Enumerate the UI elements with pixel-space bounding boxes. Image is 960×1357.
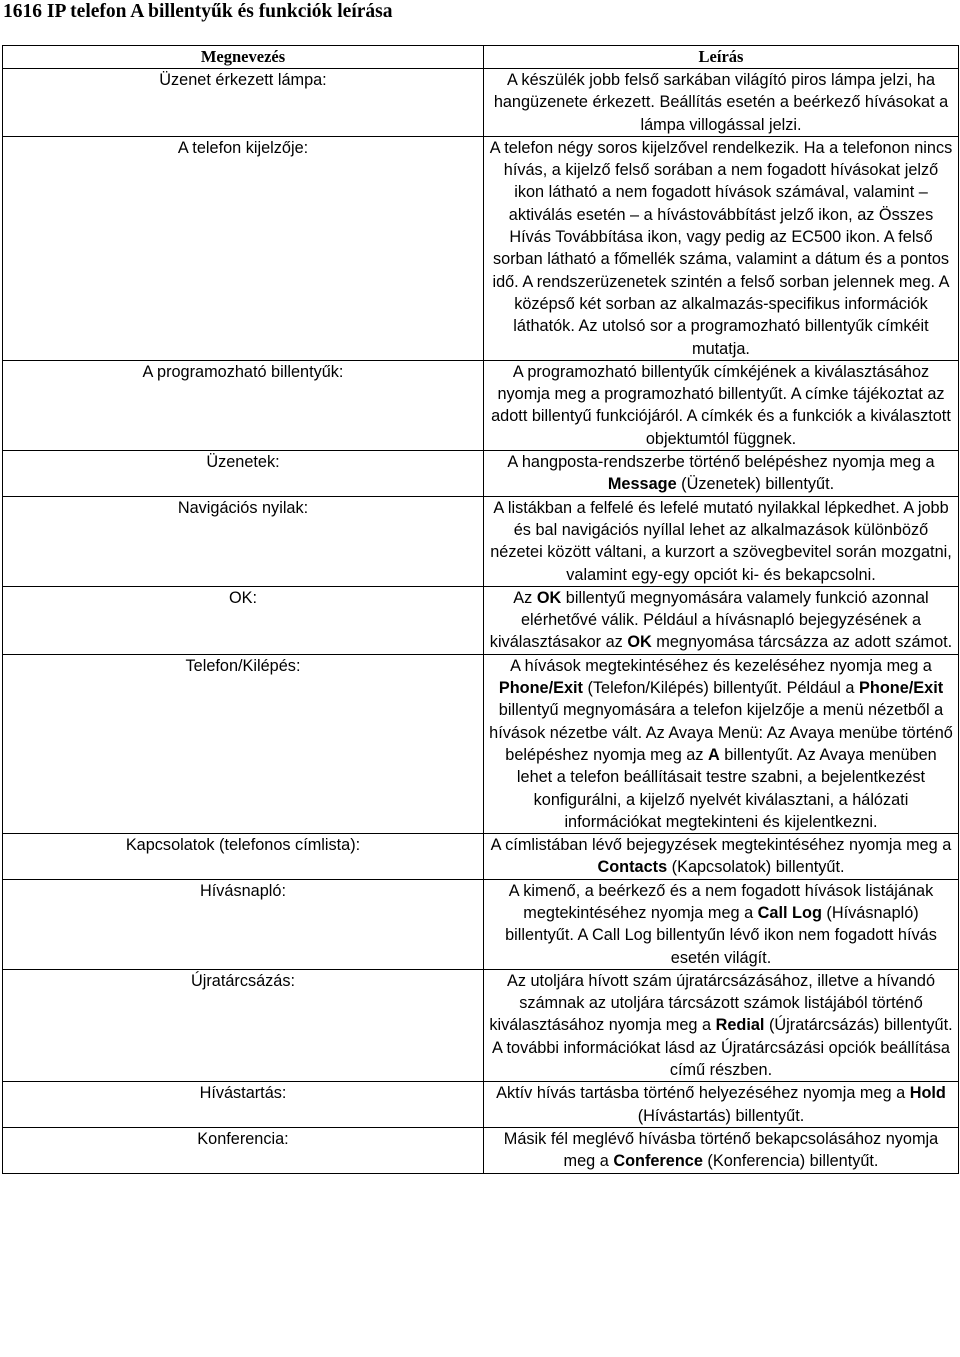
key-description-cell <box>484 136 959 360</box>
description-text: A listákban a felfelé és lefelé mutató nyilakkal lépkedhet. A jobb és bal navigációs nyíllal lehet az alkalmazások különböző nézetei között váltani, a kurzort a szövegbevitel során mozgatni, valamint egy-egy opciót ki- és bekapcsolni. <box>490 498 952 584</box>
table-row <box>3 360 959 450</box>
key-name-cell: Üzenet érkezett lámpa: <box>3 69 484 137</box>
key-label-bold: Conference <box>613 1152 703 1171</box>
description-text: (Hívásnapló) billentyűt. A Call Log billentyűn lévő ikon nem fogadott hívás esetén világít. <box>505 903 937 967</box>
column-header-description: Leírás <box>484 46 959 69</box>
description-text: (Üzenetek) billentyűt. <box>676 475 835 494</box>
key-label-bold: A <box>708 745 720 764</box>
key-description-cell <box>484 360 959 450</box>
description-text: megnyomása tárcsázza az adott számot. <box>651 633 953 652</box>
key-name-cell: Újratárcsázás: <box>3 969 484 1081</box>
description-text: A programozható billentyűk címkéjének a kiválasztásához nyomja meg a programozható billentyűt. A címke tájékoztat az adott billentyű funkciójáról. A címkék és a funkciók a kiválasztott objektumtól függnek. <box>491 362 951 448</box>
description-text: (Konferencia) billentyűt. <box>702 1152 879 1171</box>
table-row <box>3 451 959 497</box>
table-row <box>3 69 959 137</box>
key-name-cell: A telefon kijelzője: <box>3 136 484 360</box>
key-label-bold: Hold <box>909 1084 946 1103</box>
key-label-bold: Phone/Exit <box>859 679 944 698</box>
column-header-name: Megnevezés <box>3 46 484 69</box>
table-row <box>3 969 959 1081</box>
key-name-cell: A programozható billentyűk: <box>3 360 484 450</box>
table-header-row <box>3 46 959 69</box>
key-description-table <box>2 45 959 1174</box>
key-description-cell <box>484 1082 959 1128</box>
key-label-bold: Call Log <box>757 903 822 922</box>
key-label-bold: Redial <box>715 1016 765 1035</box>
description-text: Az <box>513 588 537 607</box>
description-text: billentyű megnyomására valamely funkció azonnal elérhetővé válik. Például a hívásnapló bejegyzésének a kiválasztásakor az <box>489 588 929 652</box>
key-name-cell: Hívástartás: <box>3 1082 484 1128</box>
key-name-cell: Üzenetek: <box>3 451 484 497</box>
description-text: (Kapcsolatok) billentyűt. <box>667 858 845 877</box>
table-row <box>3 834 959 880</box>
description-text: A telefon négy soros kijelzővel rendelkezik. Ha a telefonon nincs hívás, a kijelző felső sorában a nem fogadott hívásokat jelző ikon látható a nem fogadott hívások számával, valamint – aktiválás esetén – a hívástovábbítást jelző ikon, az Összes Hívás Továbbítása ikon, vagy pedig az EC500 ikon. A felső sorban látható a főmellék száma, valamint a dátum és a pontos idő. A rendszerüzenetek szintén a felső sorban jelennek meg. A középső két sorban az alkalmazás-specifikus információk láthatók. Az utolsó sor a programozható billentyűk címkéit mutatja. <box>489 138 953 358</box>
description-text: billentyűt. Az Avaya menüben lehet a telefon beállításait testre szabni, a bejelentkezést konfigurálni, a kijelző nyelvét kiválasztani, a hálózati információkat megtekinteni és kijelentkezni. <box>516 745 937 831</box>
key-description-cell <box>484 586 959 654</box>
key-description-cell <box>484 496 959 586</box>
table-row <box>3 586 959 654</box>
description-text: Az utoljára hívott szám újratárcsázásához, illetve a hívandó számnak az utoljára tárcsázott számok listájából történő kiválasztásához nyomja meg a <box>489 971 936 1035</box>
key-name-cell: Navigációs nyilak: <box>3 496 484 586</box>
description-text: A címlistában lévő bejegyzések megtekintéséhez nyomja meg a <box>490 836 952 855</box>
key-description-cell <box>484 834 959 880</box>
key-description-cell <box>484 1127 959 1173</box>
description-text: A készülék jobb felső sarkában világító piros lámpa jelzi, ha hangüzenete érkezett. Beállítás esetén a beérkező hívásokat a lámpa villogással jelzi. <box>493 71 949 134</box>
table-row <box>3 496 959 586</box>
key-description-cell <box>484 69 959 137</box>
page-title: 1616 IP telefon A billentyűk és funkciók leírása <box>3 1 393 22</box>
key-description-cell <box>484 654 959 833</box>
key-name-cell: Hívásnapló: <box>3 879 484 969</box>
description-text: A kimenő, a beérkező és a nem fogadott hívások listájának megtekintéséhez nyomja meg a <box>508 881 934 922</box>
key-label-bold: Phone/Exit <box>498 679 583 698</box>
key-label-bold: Message <box>607 475 677 494</box>
table-body <box>3 69 959 1174</box>
key-name-cell: Kapcsolatok (telefonos címlista): <box>3 834 484 880</box>
key-label-bold: OK <box>536 588 562 607</box>
table-row <box>3 654 959 833</box>
description-text: Aktív hívás tartásba történő helyezéséhez nyomja meg a <box>496 1084 910 1103</box>
key-description-cell <box>484 879 959 969</box>
key-description-cell <box>484 969 959 1081</box>
key-label-bold: OK <box>627 633 652 652</box>
key-name-cell: Telefon/Kilépés: <box>3 654 484 833</box>
description-text: A hangposta-rendszerbe történő belépéshez nyomja meg a <box>507 453 935 472</box>
key-label-bold: Contacts <box>597 858 668 877</box>
description-text: (Hívástartás) billentyűt. <box>637 1106 805 1125</box>
table-row <box>3 136 959 360</box>
description-text: billentyű megnyomására a telefon kijelzője a menü nézetből a hívások nézetbe vált. Az Avaya Menü: Az Avaya menübe történő belépéshez nyomja meg az <box>489 701 953 764</box>
table-row <box>3 1082 959 1128</box>
description-text: Másik fél meglévő hívásba történő bekapcsolásához nyomja meg a <box>503 1129 939 1171</box>
table-row <box>3 879 959 969</box>
description-text: (Újratárcsázás) billentyűt. A további információkat lásd az Újratárcsázási opciók beállítása című részben. <box>492 1016 953 1080</box>
table-row <box>3 1127 959 1173</box>
key-description-cell <box>484 451 959 497</box>
key-name-cell: OK: <box>3 586 484 654</box>
key-name-cell: Konferencia: <box>3 1127 484 1173</box>
description-text: A hívások megtekintéséhez és kezeléséhez nyomja meg a <box>510 656 932 675</box>
description-text: (Telefon/Kilépés) billentyűt. Például a <box>582 679 860 698</box>
